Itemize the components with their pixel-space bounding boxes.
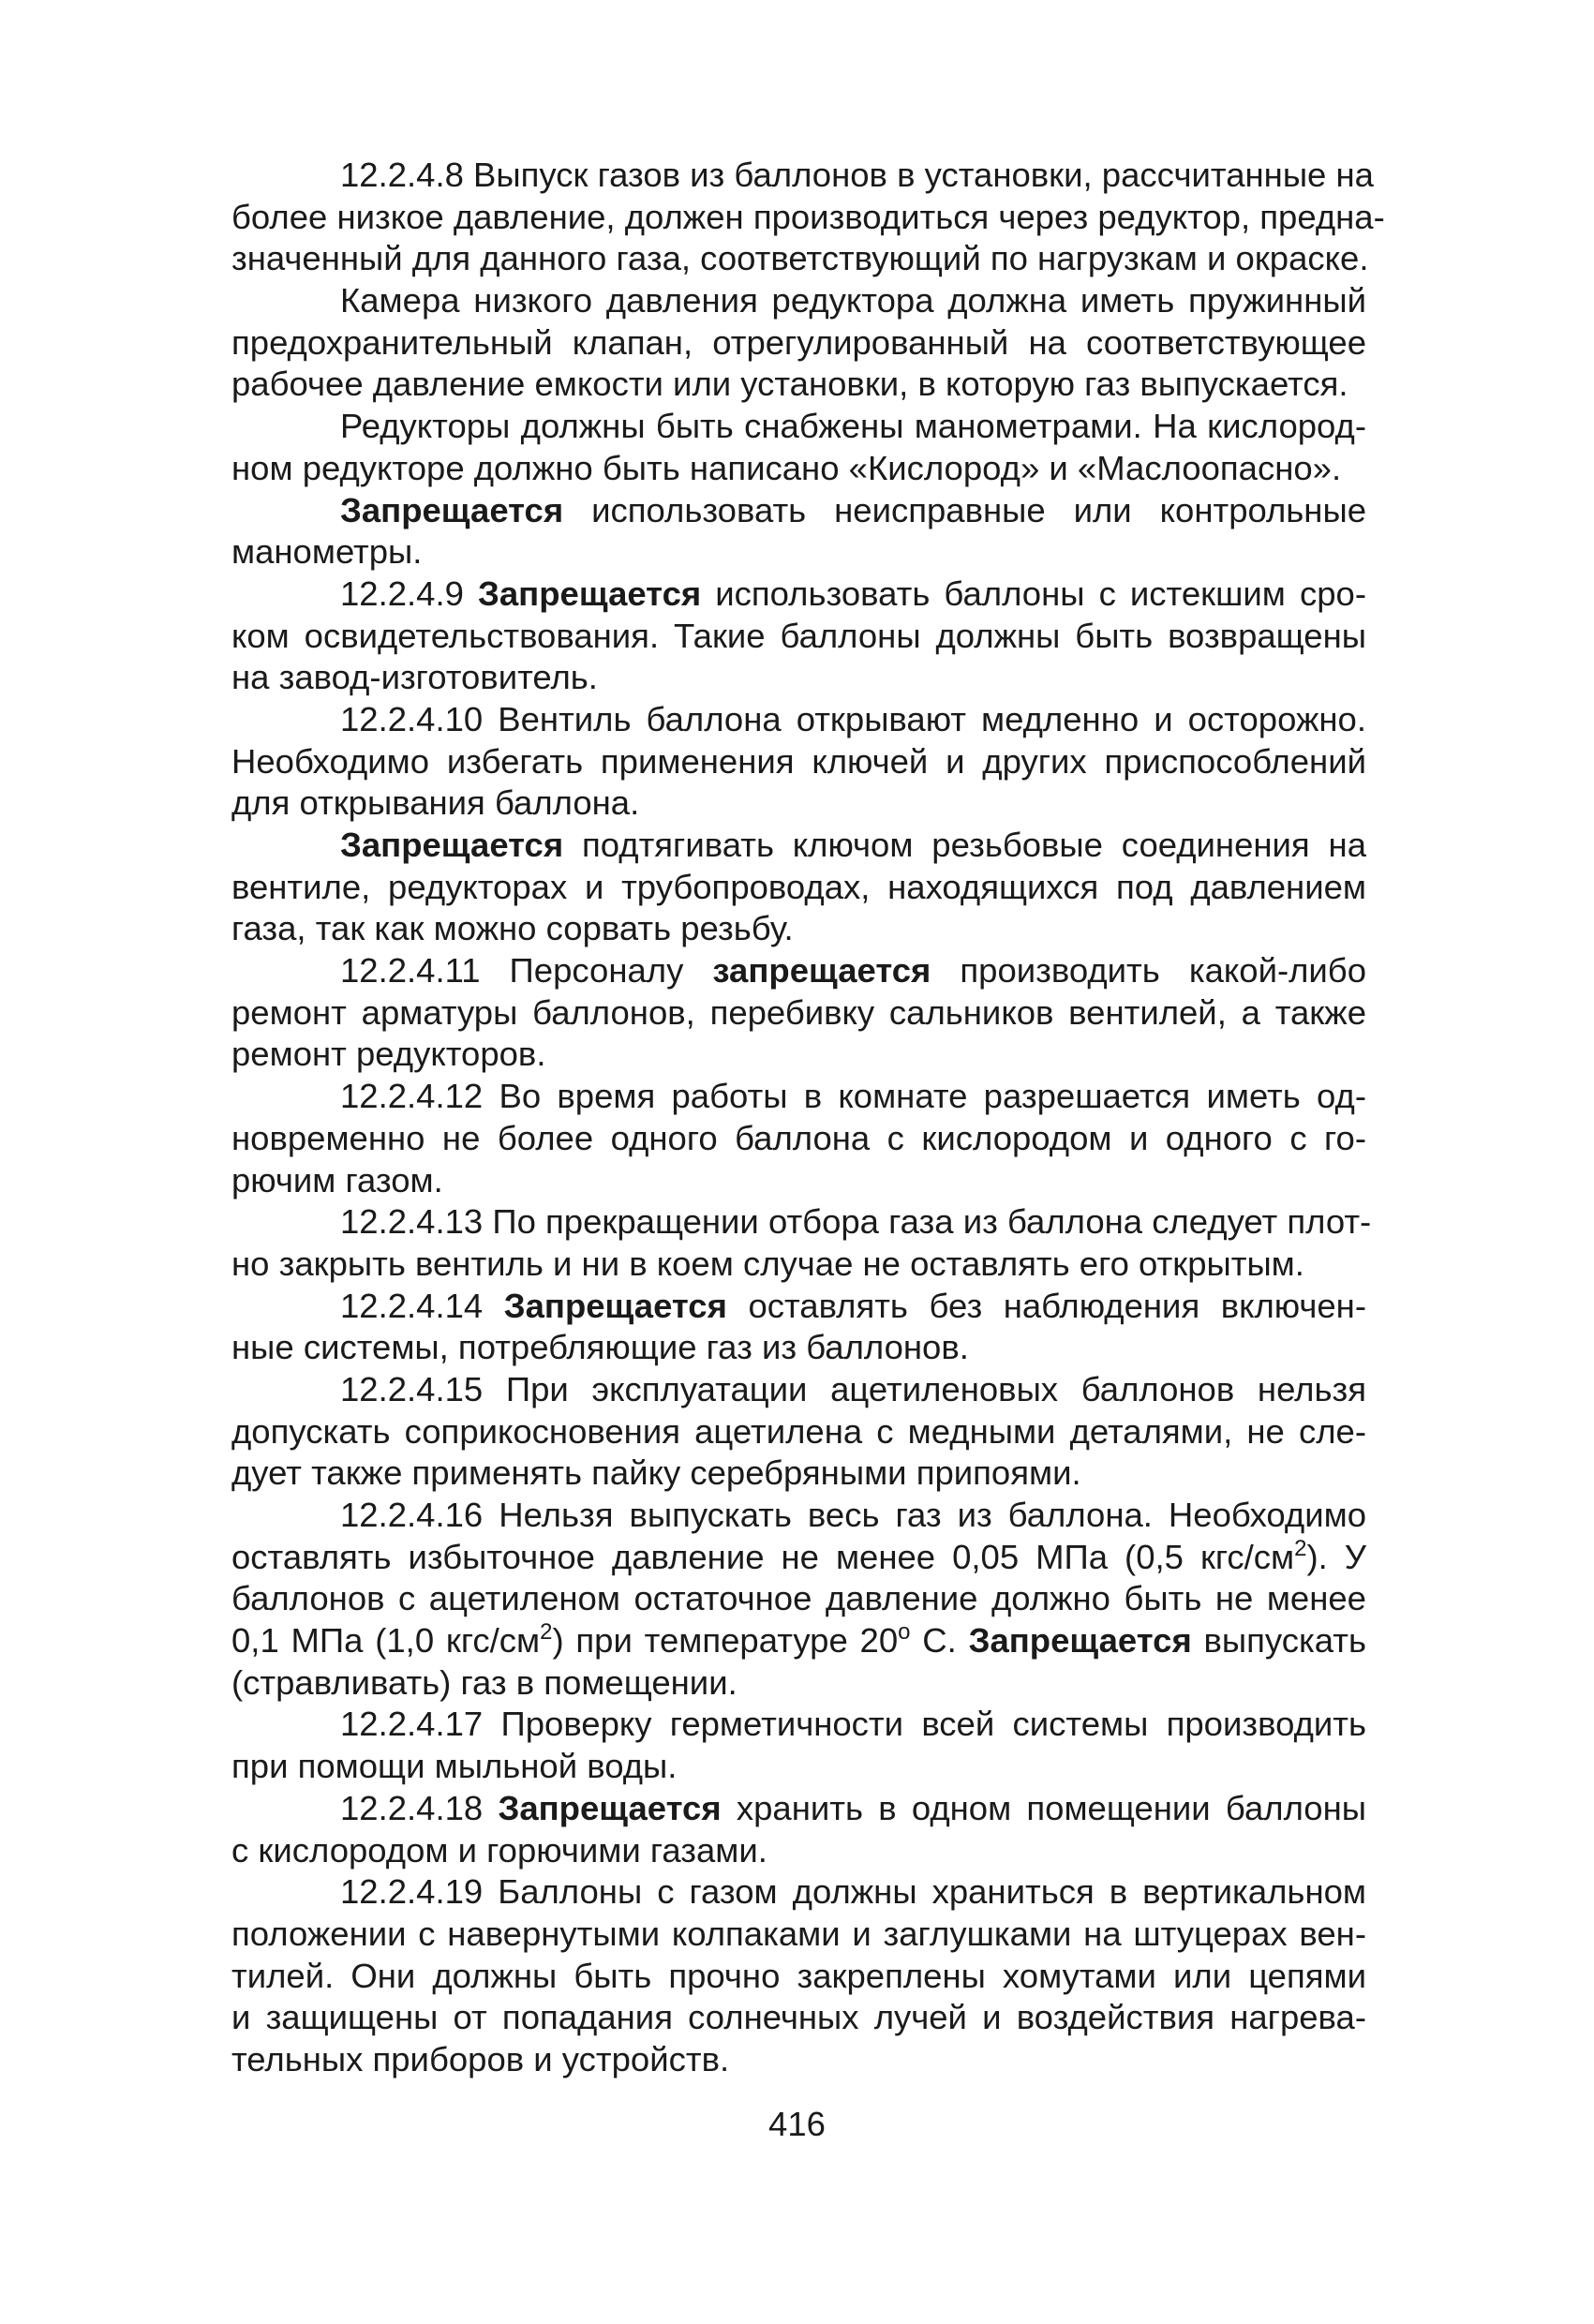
bold-keyword: Запрещается: [498, 1788, 722, 1827]
text-line: [231, 448, 1366, 490]
text-run: 12.2.4.16 Нельзя выпускать весь газ из баллона. Необходимо: [340, 1496, 1366, 1534]
text-run: газа, так как можно сорвать резьбу.: [231, 909, 794, 948]
text-run: 0,1 МПа (1,0 кгс/см: [231, 1621, 541, 1661]
text-run: ные системы, потребляющие газ из баллонов.: [231, 1328, 969, 1367]
text-line: [231, 197, 1385, 239]
text-line: [231, 825, 1366, 867]
text-line: [231, 1369, 1366, 1411]
superscript: 2: [540, 1619, 553, 1646]
superscript: о: [898, 1619, 911, 1646]
text-run: допускать соприкосновения ацетилена с медными деталями, не сле-: [231, 1411, 1366, 1451]
text-run: использовать неисправные или контрольные: [563, 490, 1366, 529]
text-line: [231, 1662, 1366, 1705]
text-line: [231, 1201, 1372, 1244]
text-run: рабочее давление емкости или установки, в которую газ выпускается.: [231, 365, 1348, 404]
text-line: [231, 1537, 1366, 1579]
text-line: [231, 1997, 1366, 2039]
text-line: [231, 155, 1374, 197]
text-run: 12.2.4.18: [340, 1788, 499, 1827]
text-line: [231, 531, 1366, 574]
text-run: предохранительный клапан, отрегулированный на соответствующее: [231, 322, 1366, 362]
text-line: [231, 699, 1366, 741]
text-run: 12.2.4.9: [340, 574, 479, 613]
text-run: подтягивать ключом резьбовые соединения на: [563, 826, 1366, 864]
text-run: более низкое давление, должен производиться через редуктор, предна-: [231, 197, 1385, 236]
text-run: 12.2.4.12 Во время работы в комнате разрешается иметь од-: [340, 1077, 1366, 1116]
text-run: на завод-изготовитель.: [231, 658, 598, 697]
text-line: [231, 908, 1366, 950]
text-run: ном редукторе должно быть написано «Кислород» и «Маслоопасно».: [231, 448, 1342, 487]
text-run: новременно не более одного баллона с кислородом и одного с го-: [231, 1118, 1366, 1157]
bold-keyword: Запрещается: [340, 490, 564, 529]
text-run: оставлять без наблюдения включен-: [726, 1286, 1366, 1325]
text-line: [231, 992, 1366, 1035]
text-line: [231, 1704, 1366, 1746]
text-run: положении с навернутыми колпаками и заглушками на штуцерах вен-: [231, 1914, 1366, 1953]
text-line: [231, 741, 1366, 783]
bold-keyword: запрещается: [712, 951, 931, 991]
superscript: 2: [1294, 1535, 1307, 1561]
text-line: [231, 1956, 1366, 1998]
text-line: [231, 1788, 1366, 1830]
text-run: дует также применять пайку серебряными припоями.: [231, 1453, 1081, 1493]
bold-keyword: Запрещается: [340, 826, 564, 864]
text-run: (стравливать) газ в помещении.: [231, 1662, 737, 1702]
text-line: [231, 616, 1366, 658]
text-run: баллонов с ацетиленом остаточное давление должно быть не менее: [231, 1579, 1366, 1618]
bold-keyword: Запрещается: [478, 574, 702, 613]
text-run: 12.2.4.17 Проверку герметичности всей системы производить: [340, 1705, 1366, 1744]
bold-keyword: Запрещается: [503, 1286, 727, 1325]
text-run: ). У: [1306, 1537, 1366, 1576]
text-run: 12.2.4.15 При эксплуатации ацетиленовых баллонов нельзя: [340, 1369, 1366, 1408]
text-run: но закрыть вентиль и ни в коем случае не оставлять его открытым.: [231, 1244, 1304, 1283]
text-line: [231, 280, 1366, 322]
text-line: [231, 322, 1366, 365]
text-run: для открывания баллона.: [231, 783, 640, 823]
text-run: оставлять избыточное давление не менее 0,05 МПа (0,5 кгс/см: [231, 1537, 1295, 1576]
text-run: Необходимо избегать применения ключей и других приспособлений: [231, 741, 1366, 781]
text-run: Камера низкого давления редуктора должна иметь пружинный: [340, 281, 1366, 320]
text-line: [231, 1244, 1366, 1286]
text-run: значенный для данного газа, соответствующий по нагрузкам и окраске.: [231, 239, 1369, 278]
text-run: 12.2.4.14: [340, 1286, 504, 1325]
text-line: [231, 1578, 1366, 1620]
text-line: [231, 2039, 1366, 2081]
text-run: и защищены от попадания солнечных лучей и воздействия нагрева-: [231, 1998, 1366, 2037]
text-line: [231, 1160, 1366, 1202]
text-line: [231, 1034, 1366, 1076]
text-line: [231, 1327, 1366, 1369]
text-run: 12.2.4.10 Вентиль баллона открывают медленно и осторожно.: [340, 699, 1366, 738]
text-line: [231, 1830, 1366, 1872]
text-run: вентиле, редукторах и трубопроводах, находящихся под давлением: [231, 867, 1366, 906]
page-number: 416: [768, 2105, 826, 2143]
text-line: [231, 1411, 1366, 1453]
text-run: 12.2.4.19 Баллоны с газом должны храниться в вертикальном: [340, 1872, 1366, 1912]
text-line: [231, 238, 1369, 280]
text-line: [231, 1871, 1366, 1914]
text-line: [231, 782, 1366, 825]
text-line: [231, 406, 1366, 448]
document-body: [231, 155, 1385, 2081]
text-line: [231, 364, 1366, 406]
text-run: манометры.: [231, 532, 423, 572]
text-run: выпускать: [1191, 1621, 1367, 1661]
text-line: [231, 1914, 1366, 1956]
text-run: с кислородом и горючими газами.: [231, 1830, 767, 1870]
text-line: [231, 1495, 1366, 1537]
text-run: ремонт арматуры баллонов, перебивку сальников вентилей, а также: [231, 992, 1366, 1032]
text-run: рючим газом.: [231, 1160, 443, 1199]
text-run: 12.2.4.8 Выпуск газов из баллонов в установки, рассчитанные на: [340, 156, 1374, 194]
text-run: ком освидетельствования. Такие баллоны должны быть возвращены: [231, 616, 1366, 655]
text-line: [231, 657, 1366, 699]
text-line: [231, 950, 1366, 992]
text-run: ремонт редукторов.: [231, 1035, 546, 1074]
text-run: использовать баллоны с истекшим сро-: [701, 574, 1366, 613]
text-run: при помощи мыльной воды.: [231, 1747, 678, 1786]
text-line: [231, 1746, 1366, 1788]
text-line: [231, 1620, 1366, 1662]
text-run: С.: [910, 1621, 969, 1661]
text-line: [231, 1286, 1366, 1328]
text-run: Редукторы должны быть снабжены манометрами. На кислород-: [340, 407, 1366, 446]
text-run: производить какой-либо: [931, 951, 1366, 991]
text-line: [231, 1452, 1366, 1495]
text-run: хранить в одном помещении баллоны: [721, 1788, 1366, 1827]
text-line: [231, 1076, 1366, 1118]
text-run: 12.2.4.11 Персоналу: [340, 951, 713, 991]
text-line: [231, 490, 1366, 532]
text-run: 12.2.4.13 По прекращении отбора газа из баллона следует плот-: [340, 1202, 1372, 1242]
bold-keyword: Запрещается: [968, 1621, 1192, 1661]
text-run: ) при температуре 20: [552, 1621, 899, 1661]
text-run: тельных приборов и устройств.: [231, 2039, 730, 2078]
text-line: [231, 867, 1366, 909]
text-line: [231, 574, 1366, 616]
text-run: тилей. Они должны быть прочно закреплены хомутами или цепями: [231, 1956, 1366, 1995]
text-line: [231, 1118, 1366, 1160]
